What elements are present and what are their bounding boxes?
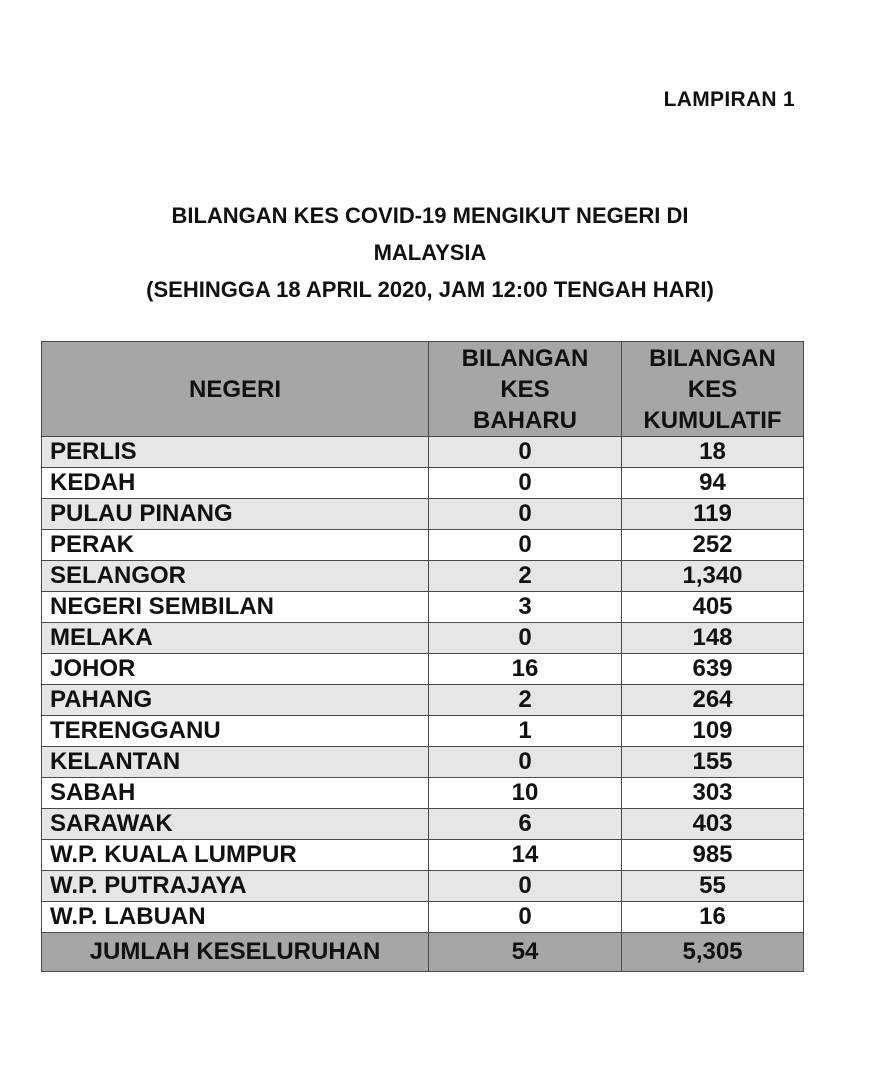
state-name-cell: SABAH: [42, 778, 429, 809]
state-name-cell: PULAU PINANG: [42, 499, 429, 530]
state-name-cell: TERENGGANU: [42, 716, 429, 747]
table-row: [42, 871, 804, 902]
kes-kumulatif-cell: 16: [622, 902, 804, 933]
document-title: [40, 197, 820, 308]
state-name-cell: W.P. PUTRAJAYA: [42, 871, 429, 902]
kes-baharu-cell: 16: [429, 654, 622, 685]
table-row: [42, 716, 804, 747]
kes-kumulatif-cell: 403: [622, 809, 804, 840]
state-name-cell: MELAKA: [42, 623, 429, 654]
column-header-kes-baharu: BILANGAN KES BAHARU: [429, 342, 622, 437]
kes-kumulatif-cell: 303: [622, 778, 804, 809]
appendix-label: LAMPIRAN 1: [663, 88, 795, 111]
state-name-cell: W.P. LABUAN: [42, 902, 429, 933]
state-name-cell: NEGERI SEMBILAN: [42, 592, 429, 623]
kes-baharu-cell: 6: [429, 809, 622, 840]
table-row: [42, 437, 804, 468]
state-name-cell: PAHANG: [42, 685, 429, 716]
kes-kumulatif-cell: 1,340: [622, 561, 804, 592]
covid-cases-table: [41, 341, 804, 972]
title-line-2: MALAYSIA: [373, 240, 487, 265]
table-row: [42, 685, 804, 716]
title-line-3: (SEHINGGA 18 APRIL 2020, JAM 12:00 TENGAH HARI): [146, 277, 714, 302]
total-label: JUMLAH KESELURUHAN: [42, 933, 429, 972]
kes-baharu-cell: 2: [429, 561, 622, 592]
kes-baharu-cell: 3: [429, 592, 622, 623]
state-name-cell: SARAWAK: [42, 809, 429, 840]
kes-baharu-cell: 0: [429, 468, 622, 499]
kes-kumulatif-cell: 639: [622, 654, 804, 685]
state-name-cell: KELANTAN: [42, 747, 429, 778]
kes-kumulatif-cell: 109: [622, 716, 804, 747]
kes-kumulatif-cell: 148: [622, 623, 804, 654]
column-header-negeri: NEGERI: [42, 342, 429, 437]
kes-kumulatif-cell: 155: [622, 747, 804, 778]
table-row: [42, 499, 804, 530]
kes-baharu-cell: 1: [429, 716, 622, 747]
kes-kumulatif-cell: 94: [622, 468, 804, 499]
kes-baharu-cell: 0: [429, 747, 622, 778]
state-name-cell: KEDAH: [42, 468, 429, 499]
column-header-kes-kumulatif: BILANGAN KES KUMULATIF: [622, 342, 804, 437]
total-row: [42, 933, 804, 972]
table-body: [42, 437, 804, 933]
state-name-cell: W.P. KUALA LUMPUR: [42, 840, 429, 871]
state-name-cell: PERLIS: [42, 437, 429, 468]
total-kes-kumulatif: 5,305: [622, 933, 804, 972]
state-name-cell: JOHOR: [42, 654, 429, 685]
kes-baharu-cell: 2: [429, 685, 622, 716]
kes-baharu-cell: 0: [429, 623, 622, 654]
table-row: [42, 468, 804, 499]
table-row: [42, 623, 804, 654]
table-row: [42, 654, 804, 685]
kes-kumulatif-cell: 264: [622, 685, 804, 716]
table-row: [42, 561, 804, 592]
table-row: [42, 747, 804, 778]
table-header-row: [42, 342, 804, 437]
kes-baharu-cell: 0: [429, 499, 622, 530]
table-row: [42, 530, 804, 561]
total-kes-baharu: 54: [429, 933, 622, 972]
table-row: [42, 778, 804, 809]
kes-kumulatif-cell: 119: [622, 499, 804, 530]
kes-baharu-cell: 14: [429, 840, 622, 871]
state-name-cell: PERAK: [42, 530, 429, 561]
table-row: [42, 840, 804, 871]
kes-baharu-cell: 0: [429, 437, 622, 468]
title-line-1: BILANGAN KES COVID-19 MENGIKUT NEGERI DI: [171, 203, 689, 228]
kes-baharu-cell: 0: [429, 530, 622, 561]
state-name-cell: SELANGOR: [42, 561, 429, 592]
kes-baharu-cell: 0: [429, 902, 622, 933]
kes-baharu-cell: 10: [429, 778, 622, 809]
table-row: [42, 592, 804, 623]
kes-kumulatif-cell: 405: [622, 592, 804, 623]
kes-baharu-cell: 0: [429, 871, 622, 902]
table-row: [42, 902, 804, 933]
kes-kumulatif-cell: 252: [622, 530, 804, 561]
table-row: [42, 809, 804, 840]
kes-kumulatif-cell: 55: [622, 871, 804, 902]
kes-kumulatif-cell: 985: [622, 840, 804, 871]
kes-kumulatif-cell: 18: [622, 437, 804, 468]
